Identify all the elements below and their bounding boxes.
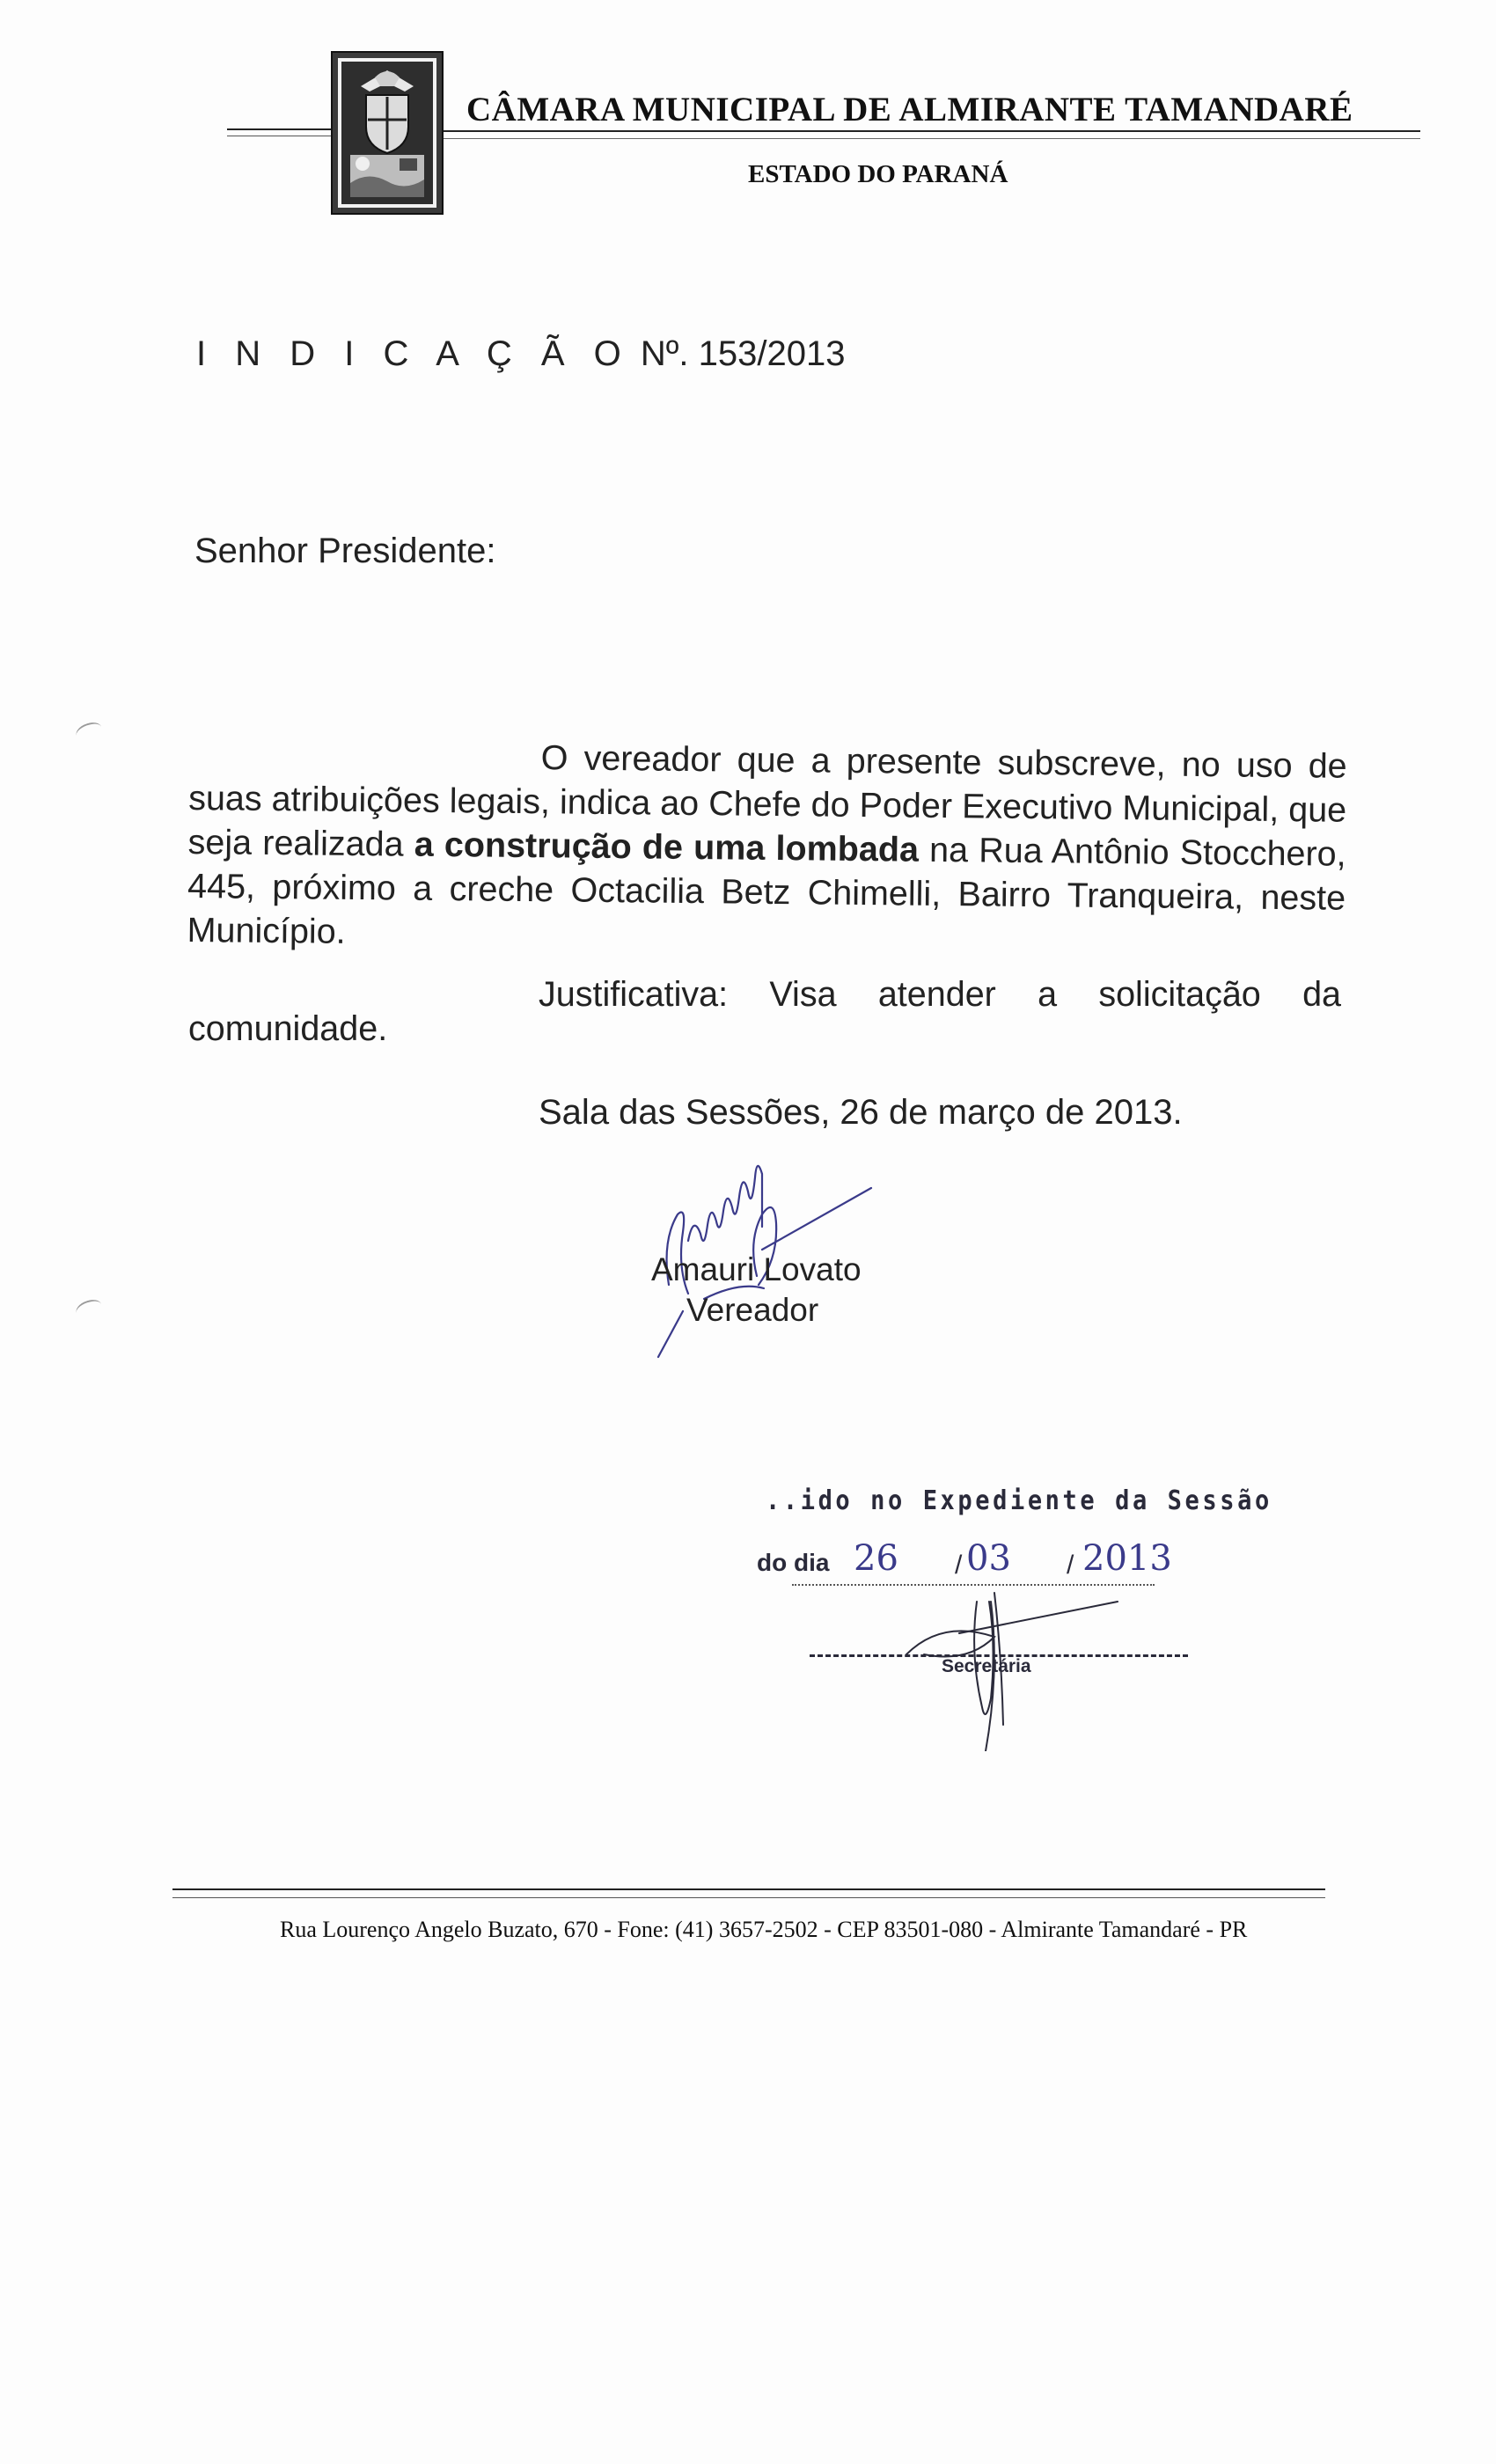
header-rule [444,130,1420,132]
header-rule [444,138,1420,139]
justification-word: atender [877,975,996,1014]
municipal-coat-of-arms-icon [331,51,444,215]
signer-name: Amauri Lovato [651,1251,862,1287]
document-number: 153/2013 [698,334,846,373]
body-text: seja realizada [187,822,414,864]
stamp-secretary-label: Secretária [942,1656,1031,1676]
justification-word: Visa [769,975,837,1014]
justification-word: da [1302,975,1341,1014]
punch-hole-mark [74,1296,104,1320]
document-title [196,334,845,374]
salutation: Senhor Presidente: [194,532,496,570]
date-separator: / [1067,1551,1074,1580]
justification-word: Justificativa: [539,975,729,1014]
chamber-name: CÂMARA MUNICIPAL DE ALMIRANTE TAMANDARÉ [466,91,1353,128]
body-highlight: a construção de uma lombada [414,825,920,869]
filing-stamp-day: 26 [854,1538,898,1579]
justification-word: solicitação [1098,975,1261,1014]
justification-word: a [1038,975,1058,1014]
body-paragraph [187,732,1347,964]
footer-rule [172,1897,1325,1898]
justification-continuation: comunidade. [188,1009,388,1048]
secretary-signature [889,1575,1179,1751]
date-separator: / [955,1551,963,1580]
filing-stamp-month: 03 [966,1538,1011,1579]
footer-address: Rua Lourenço Angelo Buzato, 670 - Fone: (41) 3657-2502 - CEP 83501-080 - Almirante Tamandaré - PR [280,1917,1248,1942]
header-rule [227,128,331,130]
footer-rule [172,1888,1325,1890]
filing-stamp-header: ..ido no Expediente da Sessão [766,1485,1272,1516]
body-text: na Rua Antônio Stocchero, [918,830,1346,874]
justification-line [539,975,1341,1015]
place-date: Sala das Sessões, 26 de março de 2013. [539,1093,1183,1132]
document-number-prefix: Nº. [640,334,689,373]
filing-stamp-day-label: do dia [757,1549,830,1576]
punch-hole-mark [74,719,104,743]
filing-stamp-year: 2013 [1082,1538,1172,1579]
body-line: Município. [187,910,346,951]
state-name: ESTADO DO PARANÁ [748,160,1008,188]
body-line: 445, próximo a creche Octacilia Betz Chimelli, Bairro Tranqueira, neste [187,866,1346,918]
signer-role: Vereador [686,1292,819,1328]
document-type-label: I N D I C A Ç Ã O [196,334,631,373]
body-line: suas atribuições legais, indica ao Chefe do Poder Executivo Municipal, que [187,778,1347,830]
body-line: O vereador que a presente subscreve, no uso de [540,738,1347,786]
